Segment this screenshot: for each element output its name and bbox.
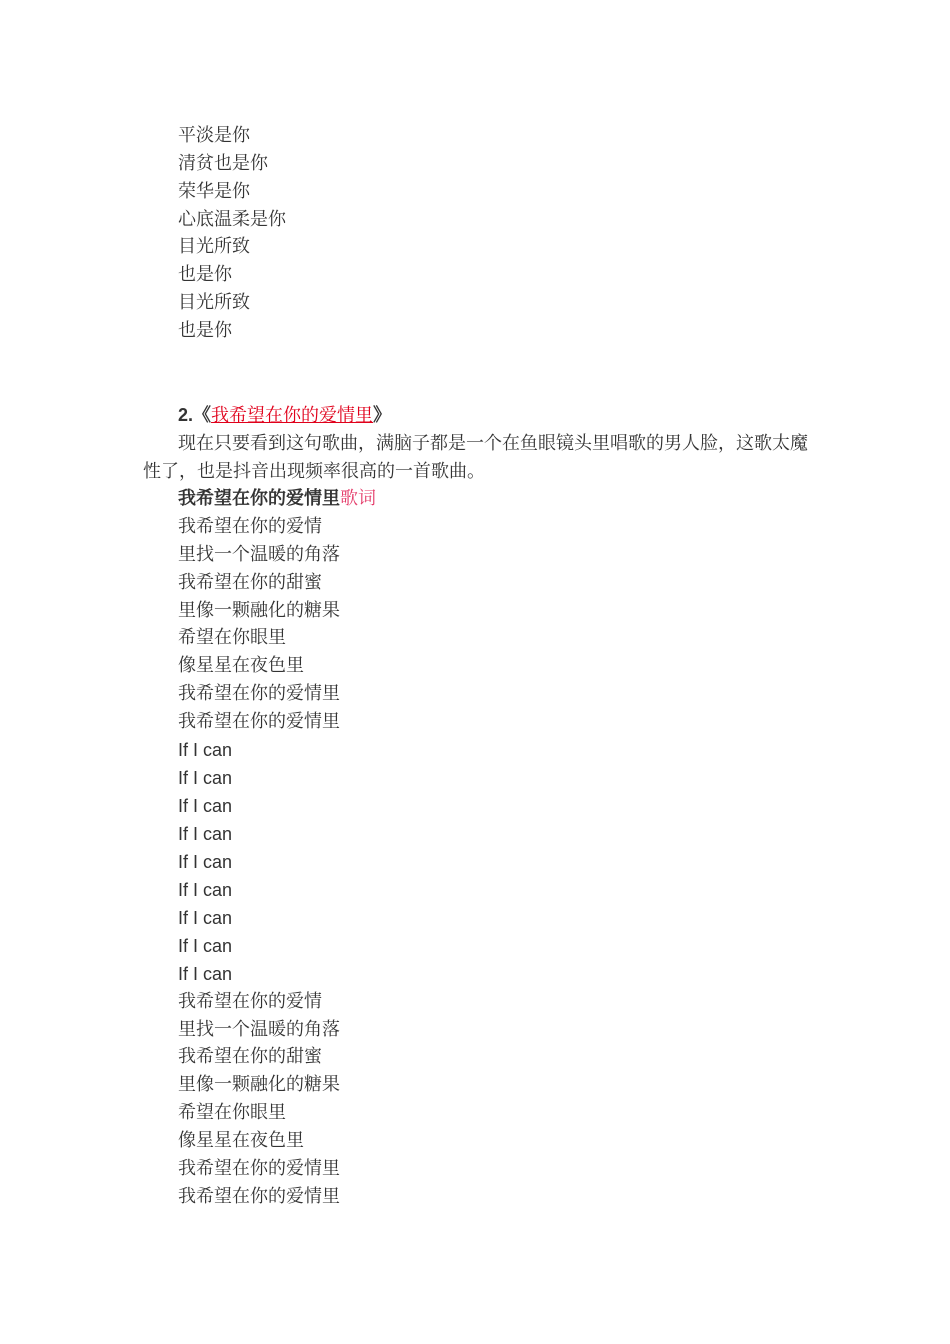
lyric-line: 里找一个温暖的角落 [178, 544, 340, 565]
lyric-line: 我希望在你的爱情 [178, 516, 322, 537]
section-number: 2. [178, 405, 194, 425]
lyrics-heading [178, 488, 376, 510]
lyric-line: 像星星在夜色里 [178, 655, 304, 676]
poem-line: 清贫也是你 [178, 153, 268, 174]
song-title-link[interactable]: 我希望在你的爱情里 [211, 405, 374, 426]
poem-line: 心底温柔是你 [178, 209, 286, 230]
poem-line: 也是你 [178, 264, 232, 285]
section-heading [178, 404, 391, 427]
lyric-line: 我希望在你的爱情 [178, 991, 322, 1012]
lyric-line: 像星星在夜色里 [178, 1130, 304, 1151]
lyric-line: If I can [178, 880, 233, 900]
poem-line: 也是你 [178, 320, 232, 341]
lyric-line: If I can [178, 796, 233, 816]
lyric-line: 里找一个温暖的角落 [178, 1019, 340, 1040]
lyric-line: If I can [178, 936, 233, 956]
poem-line: 目光所致 [178, 292, 250, 313]
lyric-line: If I can [178, 824, 233, 844]
lyric-line: 里像一颗融化的糖果 [178, 600, 340, 621]
lyric-line: If I can [178, 852, 233, 872]
open-quote: 《 [193, 405, 212, 426]
lyric-line: If I can [178, 964, 233, 984]
lyric-line: 希望在你眼里 [178, 1102, 286, 1123]
lyrics-heading-title: 我希望在你的爱情里 [178, 488, 340, 509]
poem-line: 荣华是你 [178, 181, 250, 202]
lyric-line: 我希望在你的爱情里 [178, 1186, 340, 1207]
lyric-line: 希望在你眼里 [178, 627, 286, 648]
poem-line: 目光所致 [178, 236, 250, 257]
close-quote: 》 [373, 405, 392, 426]
lyric-line: 里像一颗融化的糖果 [178, 1074, 340, 1095]
lyric-line: 我希望在你的爱情里 [178, 1158, 340, 1179]
lyric-line: If I can [178, 768, 233, 788]
lyric-line: If I can [178, 908, 233, 928]
intro-paragraph: 现在只要看到这句歌曲，满脑子都是一个在鱼眼镜头里唱歌的男人脸，这歌太魔性了，也是抖音出现频率很高的一首歌曲。 [143, 433, 808, 482]
lyric-line: 我希望在你的甜蜜 [178, 1046, 322, 1067]
lyric-line: 我希望在你的爱情里 [178, 711, 340, 732]
lyrics-heading-label: 歌词 [340, 488, 376, 509]
lyric-line: If I can [178, 740, 233, 760]
lyric-line: 我希望在你的甜蜜 [178, 572, 322, 593]
poem-line: 平淡是你 [178, 125, 250, 146]
lyric-line: 我希望在你的爱情里 [178, 683, 340, 704]
